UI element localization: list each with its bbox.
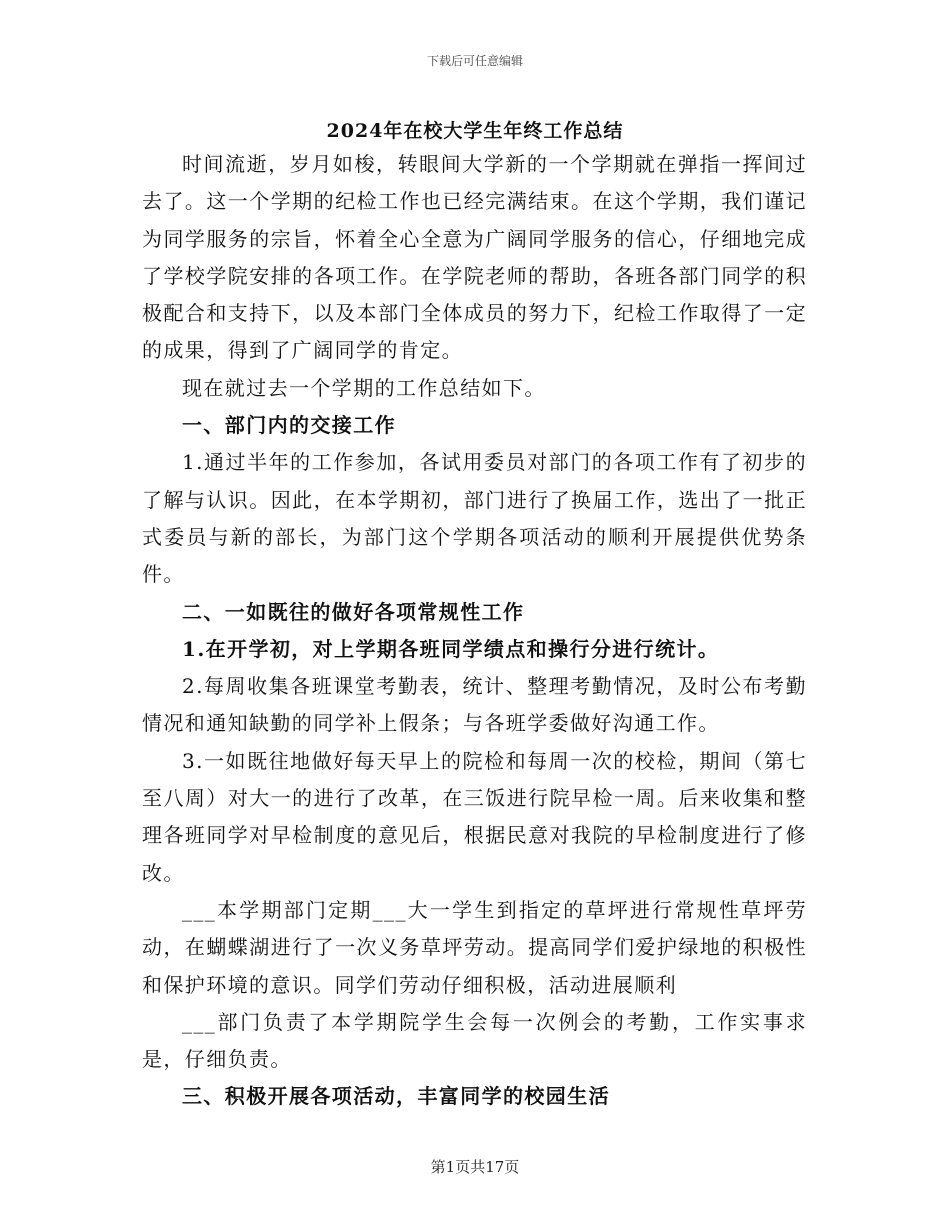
section-2-item-5: ___部门负责了本学期院学生会每一次例会的考勤，工作实事求是，仔细负责。 (142, 1009, 807, 1072)
section-heading-2: 二、一如既往的做好各项常规性工作 (182, 599, 525, 624)
section-heading-1: 一、部门内的交接工作 (182, 413, 396, 438)
section-1-item-1: 1.通过半年的工作参加，各试用委员对部门的各项工作有了初步的了解与认识。因此，在本学期初，部门进行了换届工作，选出了一批正式委员与新的部长，为部门这个学期各项活动的顺利开展提供优势条件。 (142, 450, 807, 587)
summary-lead-paragraph: 现在就过去一个学期的工作总结如下。 (182, 375, 546, 400)
document-body (142, 146, 807, 1116)
section-2-item-4: ___本学期部门定期___大一学生到指定的草坪进行常规性草坪劳动，在蝴蝶湖进行了一次义务草坪劳动。提高同学们爱护绿地的积极性和保护环境的意识。同学们劳动仔细积极，活动进展顺利 (142, 897, 807, 997)
header-note: 下载后可任意编辑 (426, 54, 523, 68)
document-title: 2024年在校大学生年终工作总结 (326, 120, 624, 142)
section-2-item-3: 3.一如既往地做好每天早上的院检和每周一次的校检，期间（第七至八周）对大一的进行了改革，在三饭进行院早检一周。后来收集和整理各班同学对早检制度的意见后，根据民意对我院的早检制度进行了修改。 (142, 748, 807, 885)
section-2-item-1: 1.在开学初，对上学期各班同学绩点和操行分进行统计。 (182, 636, 720, 661)
section-heading-3: 三、积极开展各项活动，丰富同学的校园生活 (182, 1084, 610, 1109)
page-number: 第1页共17页 (430, 1158, 520, 1176)
intro-paragraph: 时间流逝，岁月如梭，转眼间大学新的一个学期就在弹指一挥间过去了。这一个学期的纪检工作也已经完满结束。在这个学期，我们谨记为同学服务的宗旨，怀着全心全意为广阔同学服务的信心，仔细地完成了学校学院安排的各项工作。在学院老师的帮助，各班各部门同学的积极配合和支持下，以及本部门全体成员的努力下，纪检工作取得了一定的成果，得到了广阔同学的肯定。 (142, 152, 807, 363)
section-2-item-2: 2.每周收集各班课堂考勤表，统计、整理考勤情况，及时公布考勤情况和通知缺勤的同学补上假条；与各班学委做好沟通工作。 (142, 674, 807, 736)
